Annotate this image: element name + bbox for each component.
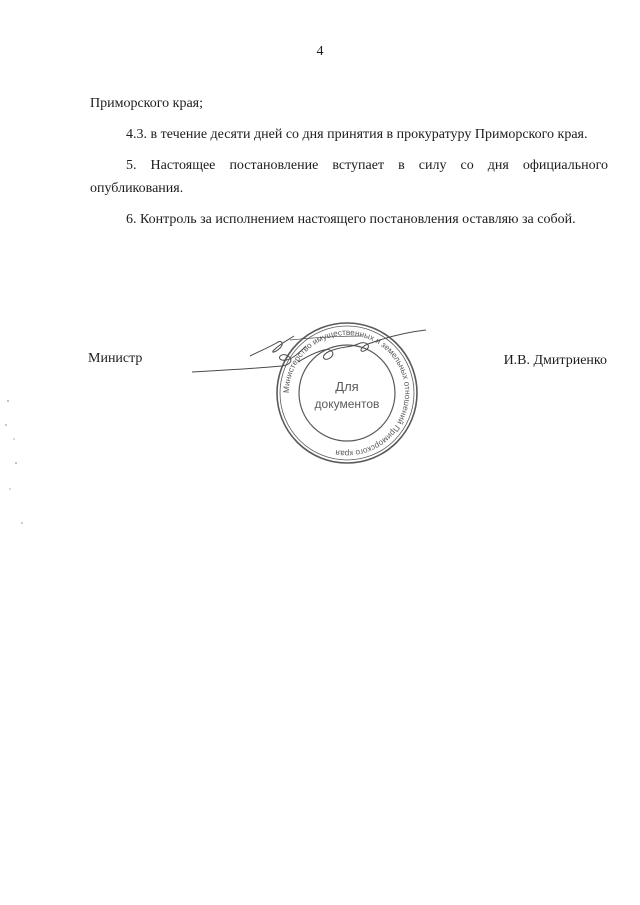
paragraph-item-4-3: 4.3. в течение десяти дней со дня принятия в прокуратуру Приморского края.: [126, 127, 588, 142]
paragraph-item-5: 5. Настоящее постановление вступает в силу со дня официального опубликования.: [90, 158, 608, 196]
signatory-name: И.В. Дмитриенко: [503, 353, 607, 368]
seal-ring-text: Министерство имущественных и земельных отношений Приморского края: [281, 327, 413, 459]
signatory-title: Министр: [88, 351, 143, 366]
paragraph-item-6: 6. Контроль за исполнением настоящего постановления оставляю за собой.: [126, 212, 576, 227]
seal-center-line2: документов: [314, 397, 380, 411]
scan-artifacts: [0, 395, 30, 535]
document-body: [90, 92, 608, 239]
paragraph-continuation: Приморского края;: [90, 96, 204, 111]
seal-center-line1: Для: [335, 379, 359, 394]
page-number: 4: [316, 44, 324, 59]
handwritten-signature: [190, 322, 430, 382]
